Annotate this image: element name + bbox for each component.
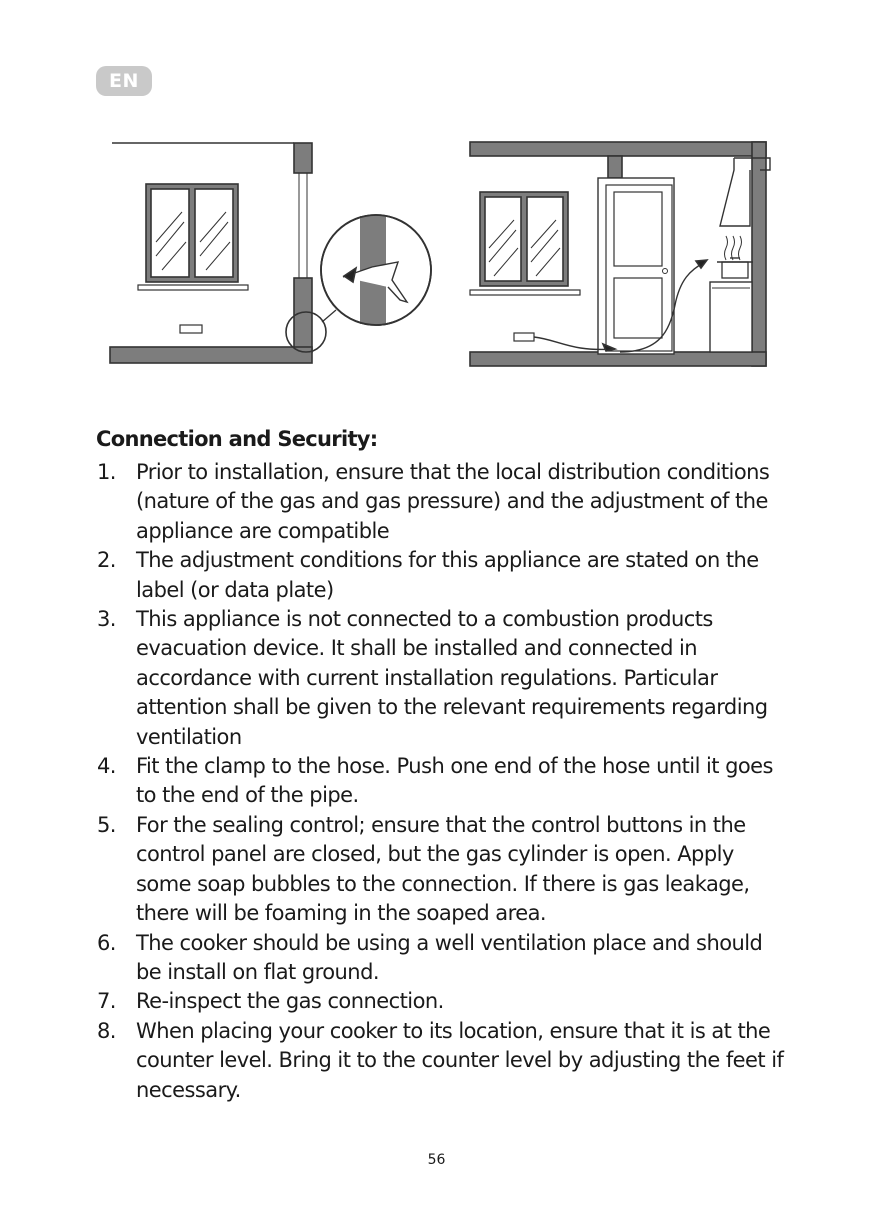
cooker (710, 282, 752, 352)
list-item: 2. The adjustment conditions for this appliance are stated on the label (or data plate) (97, 548, 759, 602)
list-item: 3. This appliance is not connected to a combustion products evacuation device. It shall be installed and connected in accordance with current installation regulations. Particular attention shall be given to the relevant requirements regarding ventilation (97, 607, 768, 749)
right-room-diagram (470, 142, 770, 366)
right-window (470, 192, 580, 295)
left-room-diagram (110, 143, 431, 363)
door (598, 178, 674, 354)
list-item: 1. Prior to installation, ensure that the local distribution conditions (nature of the gas and gas pressure) and the adjustment of the appliance are compatible (97, 460, 770, 543)
instruction-list (96, 458, 786, 1105)
language-badge: EN (96, 66, 152, 96)
list-item: 4. Fit the clamp to the hose. Push one end of the hose until it goes to the end of the pipe. (97, 754, 773, 808)
list-item: 5. For the sealing control; ensure that the control buttons in the control panel are closed, but the gas cylinder is open. Apply some soap bubbles to the connection. If there is gas leakage, there will be foaming in the soaped area. (97, 812, 750, 926)
list-item: 6. The cooker should be using a well ventilation place and should be install on flat ground. (97, 930, 763, 984)
left-window (138, 184, 248, 290)
page-number: 56 (427, 1152, 446, 1168)
list-item: 8. When placing your cooker to its location, ensure that it is at the counter level. Bring it to the counter level by adjusting the feet if necessary. (97, 1018, 784, 1102)
magnified-hose-detail (321, 215, 431, 325)
list-item: 7. Re-inspect the gas connection. (97, 989, 444, 1014)
ventilation-illustration (100, 130, 780, 380)
cooking-pot (717, 258, 753, 278)
section-heading: Connection and Security: (96, 427, 378, 451)
